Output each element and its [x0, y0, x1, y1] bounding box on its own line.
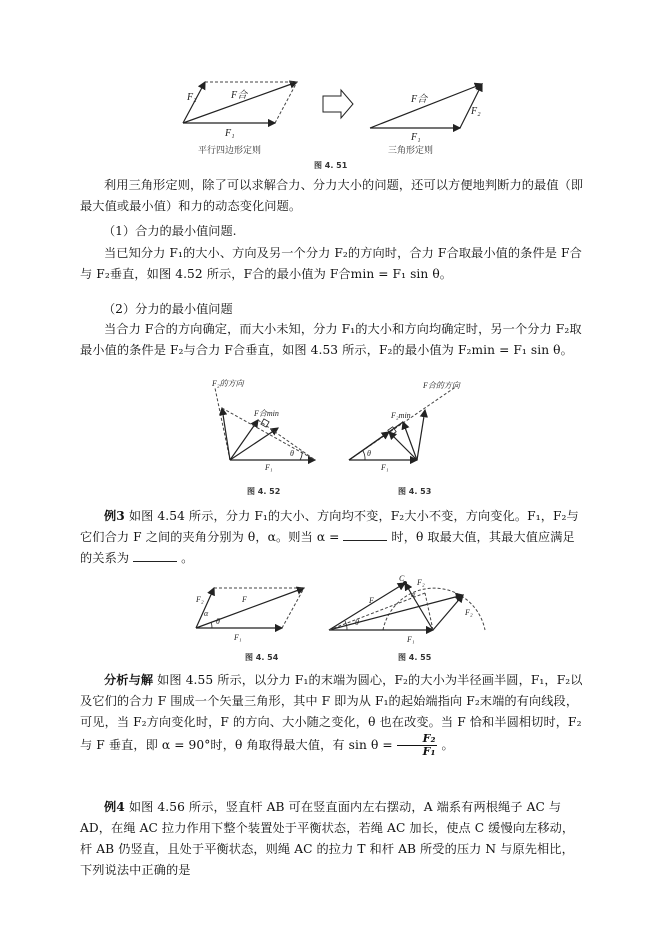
figure-4-51: [175, 78, 495, 148]
label-theta: θ: [216, 617, 220, 626]
label-alpha: α: [411, 590, 416, 599]
example-3-text-c: 。: [181, 551, 194, 565]
label-theta: θ: [355, 618, 359, 627]
label-f1: F₁: [381, 463, 389, 472]
analysis-text-b: 。: [441, 738, 454, 752]
label-parallelogram-rule: 平行四边形定则: [198, 146, 262, 156]
label-f2: F₂: [417, 578, 425, 587]
hollow-arrow-icon: [323, 90, 353, 118]
heading-min-resultant: （1）合力的最小值问题.: [103, 224, 237, 238]
label-f: F: [242, 595, 247, 604]
paragraph-min-component: 当合力 F合的方向确定，而大小未知，分力 F₁的大小和方向均确定时，另一个分力 F₂取最小值的条件是 F₂与合力 F合垂直，如图 4.53 所示，F₂的最小值为 F₂min = F₁ sin θ。: [80, 322, 582, 357]
label-fhe: F合: [231, 90, 248, 101]
caption-4-52: 图 4. 52: [247, 487, 281, 496]
label-f1: F₁: [265, 463, 273, 472]
analysis-tag: 分析与解: [104, 673, 154, 687]
caption-4-54: 图 4. 54: [245, 653, 279, 662]
label-c: C: [399, 574, 405, 583]
parallelogram-diagram: [183, 82, 297, 139]
example-4-text: 如图 4.56 所示，竖直杆 AB 可在竖直面内左右摆动，A 端系有两根绳子 AC 与 AD，在绳 AC 拉力作用下整个装置处于平衡状态，若绳 AC 加长，使点 C 缓慢向左移动，杆 AB 仍竖直，且处于平衡状态，则绳 AC 的拉力 T 和杆 AB 所受的压力 N 与原先相比，下列说法中正确的是: [80, 800, 575, 877]
label-theta: θ: [367, 449, 371, 458]
figure-4-54: [190, 582, 315, 642]
label-theta: θ: [290, 449, 294, 458]
paragraph-min-resultant: 当已知分力 F₁的大小、方向及另一个分力 F₂的方向时，合力 F合取最小值的条件是 F合与 F₂垂直，如图 4.52 所示，F合的最小值为 F合min = F₁ sin θ。: [80, 246, 582, 281]
paragraph-intro: 利用三角形定则，除了可以求解合力、分力大小的问题，还可以方便地判断力的最值（即最大值或最小值）和力的动态变化问题。: [80, 178, 584, 213]
figure-4-52: [210, 378, 330, 473]
label-f: F: [369, 596, 374, 605]
caption-4-55: 图 4. 55: [398, 653, 432, 662]
example-3-text-b: 时，θ 取最大值，其最大值应满足的关系为: [80, 530, 575, 565]
label-alpha: α: [204, 609, 209, 618]
label-fhe-direction: F合的方向: [423, 381, 460, 390]
fraction-denominator: F₁: [422, 745, 436, 758]
caption-4-53: 图 4. 53: [398, 487, 432, 496]
answer-blank-1[interactable]: [343, 530, 387, 541]
example-3: [80, 506, 586, 569]
example-3-text-a: 如图 4.54 所示，分力 F₁的大小、方向均不变，F₂大小不变，方向变化。F₁，F₂与它们合力 F 之间的夹角分别为 θ，α。则当 α =: [80, 509, 579, 544]
example-3-tag: 例3: [104, 509, 125, 523]
label-f2-2: F₂: [471, 106, 481, 117]
heading-min-component: （2）分力的最小值问题: [103, 302, 233, 316]
answer-blank-2[interactable]: [133, 551, 177, 562]
caption-4-51: 图 4. 51: [314, 161, 348, 170]
label-f2: F₂: [187, 92, 197, 103]
label-f2min: F₂min: [391, 411, 411, 420]
figure-4-53: [345, 378, 470, 473]
label-f2: F₂: [196, 595, 204, 604]
label-f1: F₁: [225, 128, 235, 139]
label-f1: F₁: [234, 633, 242, 642]
example-4-tag: 例4: [104, 800, 125, 814]
fraction-numerator: F₂: [397, 733, 438, 746]
triangle-diagram: [370, 84, 482, 143]
label-f1: F₁: [407, 635, 415, 644]
analysis-text-a: 如图 4.55 所示，以分力 F₁的末端为圆心，F₂的大小为半径画半圆，F₁，F₂以及它们的合力 F 围成一个矢量三角形，其中 F 即为从 F₁的起始端指向 F₂末端的有向线段，可见，当 F₂方向变化时，F 的方向、大小随之变化，θ 也在改变。当 F 恰和半圆相切时，F₂与 F 垂直，即 α = 90°时，θ 角取得最大值，有 sin θ =: [80, 673, 583, 752]
analysis-paragraph: [80, 670, 586, 758]
sin-theta-fraction: [397, 733, 438, 758]
label-f2-2: F₂: [465, 608, 473, 617]
label-f2-direction: F₂的方向: [212, 379, 244, 388]
example-4: [80, 797, 586, 881]
label-fmin: F合min: [254, 409, 279, 418]
label-fhe-2: F合: [411, 94, 428, 105]
figure-4-55: [325, 575, 485, 647]
label-f1-2: F₁: [411, 132, 421, 143]
label-triangle-rule: 三角形定则: [388, 146, 434, 156]
